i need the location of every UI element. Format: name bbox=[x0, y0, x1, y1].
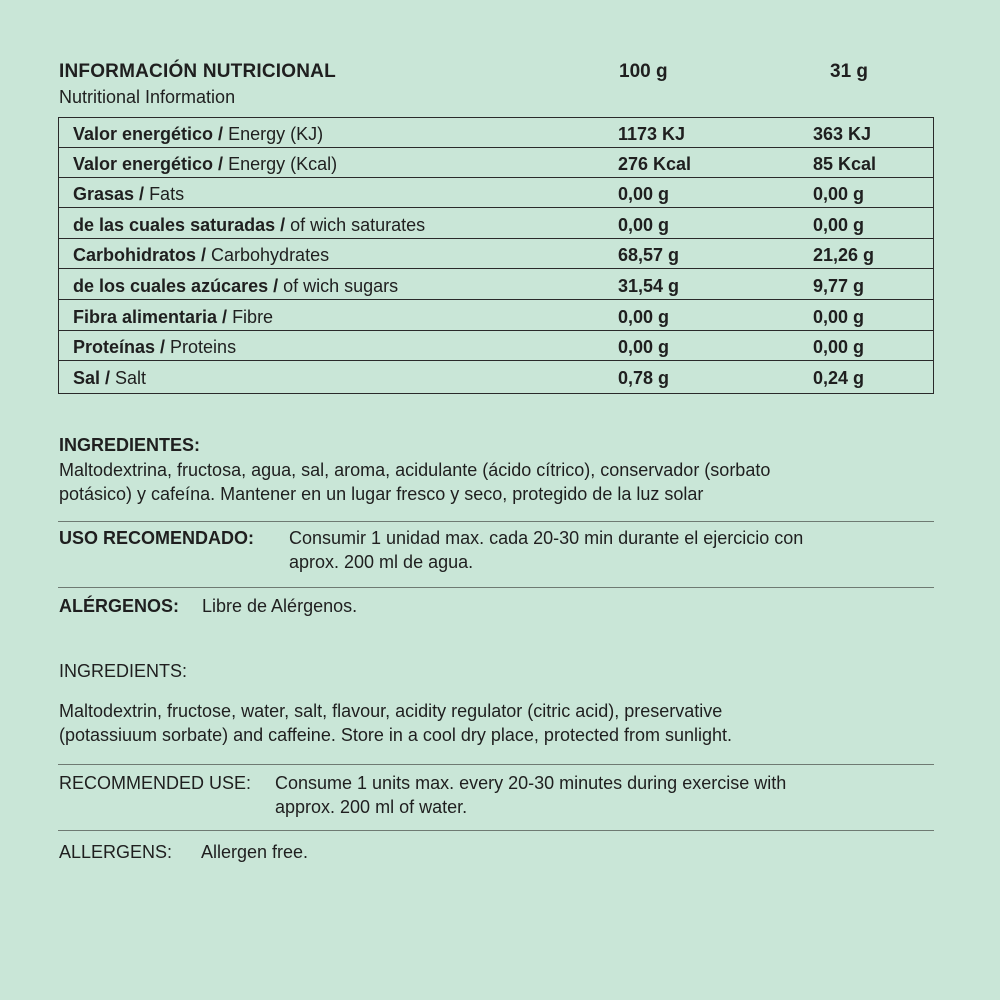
recommended-use-text-es-line1: Consumir 1 unidad max. cada 20-30 min durante el ejercicio con bbox=[289, 528, 804, 548]
nutrition-table bbox=[58, 117, 934, 394]
table-row bbox=[59, 362, 933, 392]
allergens-text-en: Allergen free. bbox=[201, 842, 309, 862]
row-label: Carbohidratos / Carbohydrates bbox=[73, 245, 330, 265]
table-row bbox=[59, 331, 933, 361]
row-value-serving: 363 KJ bbox=[813, 124, 872, 144]
divider bbox=[58, 587, 934, 588]
ingredients-text-es-line2: potásico) y cafeína. Mantener en un lugar fresco y seco, protegido de la luz solar bbox=[59, 484, 704, 504]
row-value-serving: 85 Kcal bbox=[813, 154, 877, 174]
row-value-100g: 68,57 g bbox=[618, 245, 680, 265]
row-value-100g: 0,00 g bbox=[618, 307, 670, 327]
ingredients-heading-es: INGREDIENTES: bbox=[59, 435, 201, 455]
nutrition-subtitle: Nutritional Information bbox=[59, 87, 236, 107]
ingredients-heading-en: INGREDIENTS: bbox=[59, 661, 188, 681]
table-row bbox=[59, 301, 933, 331]
row-label: Sal / Salt bbox=[73, 368, 147, 388]
row-value-serving: 0,00 g bbox=[813, 184, 865, 204]
ingredients-text-en-line2: (potassiuum sorbate) and caffeine. Store in a cool dry place, protected from sunlight. bbox=[59, 725, 733, 745]
row-value-serving: 0,24 g bbox=[813, 368, 865, 388]
recommended-use-label-en: RECOMMENDED USE: bbox=[59, 773, 252, 793]
divider bbox=[58, 830, 934, 831]
table-row bbox=[59, 270, 933, 300]
table-row bbox=[59, 209, 933, 239]
row-value-100g: 276 Kcal bbox=[618, 154, 692, 174]
table-row bbox=[59, 118, 933, 148]
row-value-serving: 9,77 g bbox=[813, 276, 865, 296]
nutrition-title: INFORMACIÓN NUTRICIONAL bbox=[59, 61, 336, 82]
row-value-serving: 0,00 g bbox=[813, 337, 865, 357]
column-header-serving: 31 g bbox=[830, 61, 869, 82]
row-value-serving: 21,26 g bbox=[813, 245, 875, 265]
row-label: Fibra alimentaria / Fibre bbox=[73, 307, 274, 327]
recommended-use-text-en-line1: Consume 1 units max. every 20-30 minutes during exercise with bbox=[275, 773, 787, 793]
row-value-100g: 0,00 g bbox=[618, 215, 670, 235]
table-row bbox=[59, 239, 933, 269]
ingredients-text-es-line1: Maltodextrina, fructosa, agua, sal, aroma, acidulante (ácido cítrico), conservador (sorbato bbox=[59, 460, 771, 480]
row-label: Valor energético / Energy (KJ) bbox=[73, 124, 324, 144]
allergens-label-en: ALLERGENS: bbox=[59, 842, 173, 862]
allergens-label-es: ALÉRGENOS: bbox=[59, 596, 180, 616]
row-value-100g: 0,00 g bbox=[618, 184, 670, 204]
divider bbox=[58, 521, 934, 522]
recommended-use-text-es-line2: aprox. 200 ml de agua. bbox=[289, 552, 474, 572]
row-value-100g: 0,78 g bbox=[618, 368, 670, 388]
row-label: Valor energético / Energy (Kcal) bbox=[73, 154, 338, 174]
row-label: Proteínas / Proteins bbox=[73, 337, 237, 357]
row-value-100g: 0,00 g bbox=[618, 337, 670, 357]
ingredients-text-en-line1: Maltodextrin, fructose, water, salt, flavour, acidity regulator (citric acid), preservative bbox=[59, 701, 723, 721]
row-label: Grasas / Fats bbox=[73, 184, 185, 204]
allergens-text-es: Libre de Alérgenos. bbox=[202, 596, 358, 616]
recommended-use-text-en-line2: approx. 200 ml of water. bbox=[275, 797, 468, 817]
table-row bbox=[59, 178, 933, 208]
column-header-100g: 100 g bbox=[619, 61, 668, 82]
divider bbox=[58, 764, 934, 765]
row-value-serving: 0,00 g bbox=[813, 215, 865, 235]
recommended-use-label-es: USO RECOMENDADO: bbox=[59, 528, 255, 548]
row-value-100g: 1173 KJ bbox=[618, 124, 686, 144]
row-value-100g: 31,54 g bbox=[618, 276, 680, 296]
row-label: de las cuales saturadas / of wich saturates bbox=[73, 215, 426, 235]
table-row bbox=[59, 148, 933, 178]
row-value-serving: 0,00 g bbox=[813, 307, 865, 327]
row-label: de los cuales azúcares / of wich sugars bbox=[73, 276, 399, 296]
